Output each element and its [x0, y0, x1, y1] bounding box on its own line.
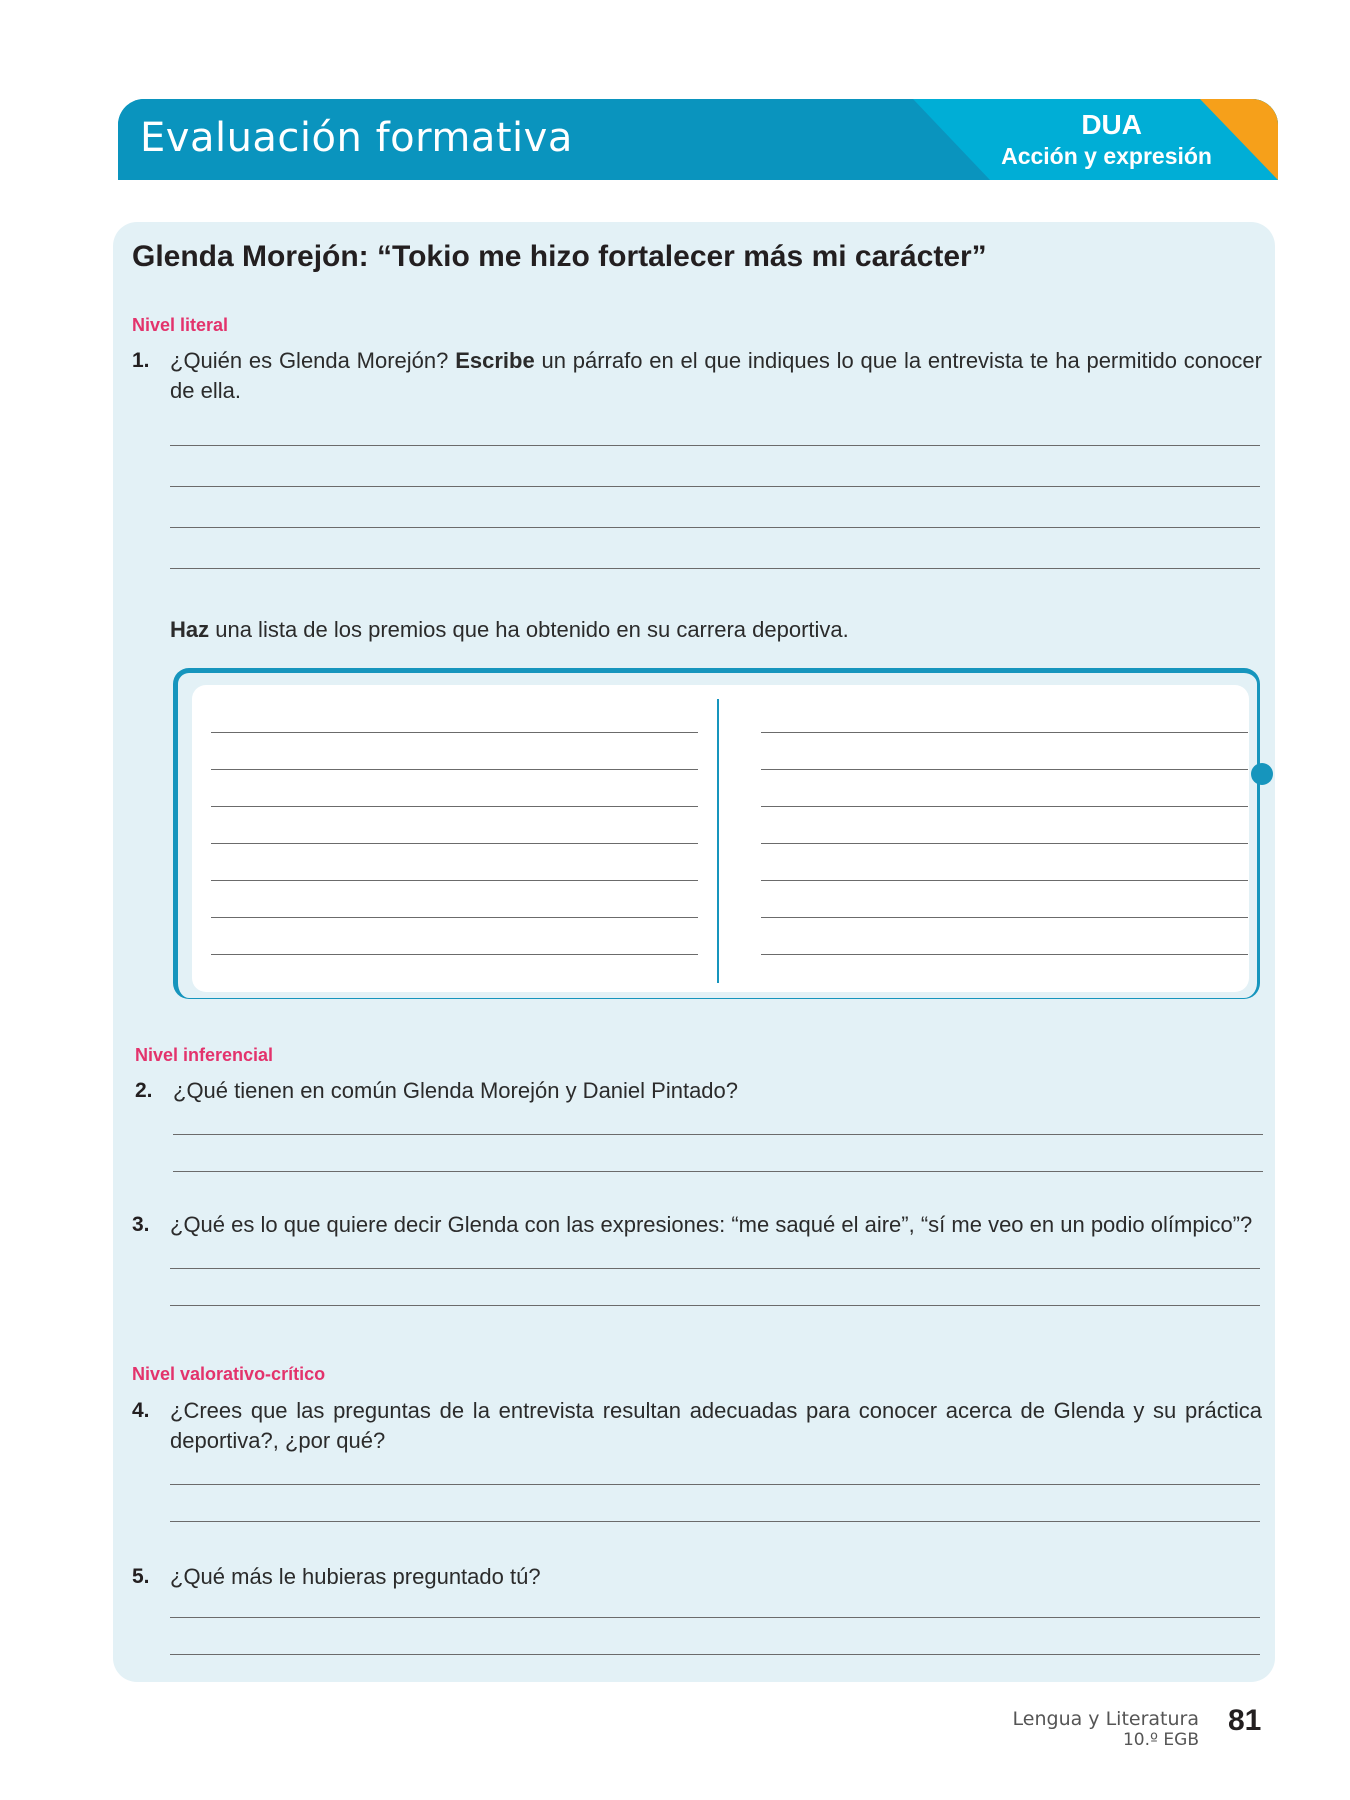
awards-line-right[interactable] — [761, 732, 1248, 733]
answer-line[interactable] — [170, 1617, 1260, 1618]
answer-line[interactable] — [170, 445, 1260, 446]
header-banner — [118, 99, 1278, 180]
level-valorativo-heading: Nivel valorativo-crítico — [132, 1364, 326, 1384]
answer-line[interactable] — [170, 568, 1260, 569]
awards-line-left[interactable] — [211, 769, 698, 770]
question-5-text: ¿Qué más le hubieras preguntado tú? — [170, 1564, 541, 1589]
awards-line-left[interactable] — [211, 954, 698, 955]
question-1-text: ¿Quién es Glenda Morejón? Escribe un párrafo en el que indiques lo que la entrevista te ha permitido conocer de ella. — [170, 348, 1262, 403]
awards-box-dot — [1251, 763, 1273, 785]
page-number: 81 — [1228, 1704, 1262, 1737]
document-title: Glenda Morejón: “Tokio me hizo fortalecer más mi carácter” — [132, 240, 987, 273]
awards-line-right[interactable] — [761, 769, 1248, 770]
answer-line[interactable] — [170, 1654, 1260, 1655]
footer-subject: Lengua y Literatura — [1012, 1708, 1199, 1730]
answer-line[interactable] — [173, 1134, 1263, 1135]
answer-line[interactable] — [170, 1484, 1260, 1485]
awards-line-right[interactable] — [761, 806, 1248, 807]
answer-line[interactable] — [170, 527, 1260, 528]
evaluation-panel — [113, 222, 1275, 1682]
answer-line[interactable] — [173, 1171, 1263, 1172]
awards-line-left[interactable] — [211, 917, 698, 918]
question-number: 5. — [132, 1565, 150, 1588]
answer-line[interactable] — [170, 1521, 1260, 1522]
question-3-text: ¿Qué es lo que quiere decir Glenda con las expresiones: “me saqué el aire”, “sí me veo en un podio olímpico”? — [170, 1212, 1253, 1237]
awards-prompt: Haz una lista de los premios que ha obtenido en su carrera deportiva. — [170, 617, 849, 642]
awards-line-left[interactable] — [211, 880, 698, 881]
awards-column-divider — [717, 699, 719, 983]
question-number: 4. — [132, 1399, 150, 1422]
answer-line[interactable] — [170, 1268, 1260, 1269]
footer-grade: 10.º EGB — [1122, 1730, 1199, 1750]
question-number: 3. — [132, 1213, 150, 1236]
question-4-text: ¿Crees que las preguntas de la entrevista resultan adecuadas para conocer acerca de Glenda y su práctica deportiva?, ¿por qué? — [170, 1398, 1262, 1453]
awards-line-left[interactable] — [211, 732, 698, 733]
awards-line-left[interactable] — [211, 806, 698, 807]
answer-line[interactable] — [170, 486, 1260, 487]
awards-line-right[interactable] — [761, 954, 1248, 955]
dua-label: DUA — [1081, 109, 1142, 140]
awards-line-right[interactable] — [761, 917, 1248, 918]
awards-line-right[interactable] — [761, 843, 1248, 844]
banner-title: Evaluación formativa — [140, 115, 573, 161]
answer-line[interactable] — [170, 1305, 1260, 1306]
question-2-text: ¿Qué tienen en común Glenda Morejón y Daniel Pintado? — [173, 1078, 739, 1103]
awards-line-right[interactable] — [761, 880, 1248, 881]
awards-line-left[interactable] — [211, 843, 698, 844]
question-number: 2. — [135, 1079, 153, 1102]
question-number: 1. — [132, 349, 150, 372]
level-inferencial-heading: Nivel inferencial — [135, 1045, 274, 1065]
dua-subtitle: Acción y expresión — [1001, 143, 1212, 169]
level-literal-heading: Nivel literal — [132, 315, 229, 335]
